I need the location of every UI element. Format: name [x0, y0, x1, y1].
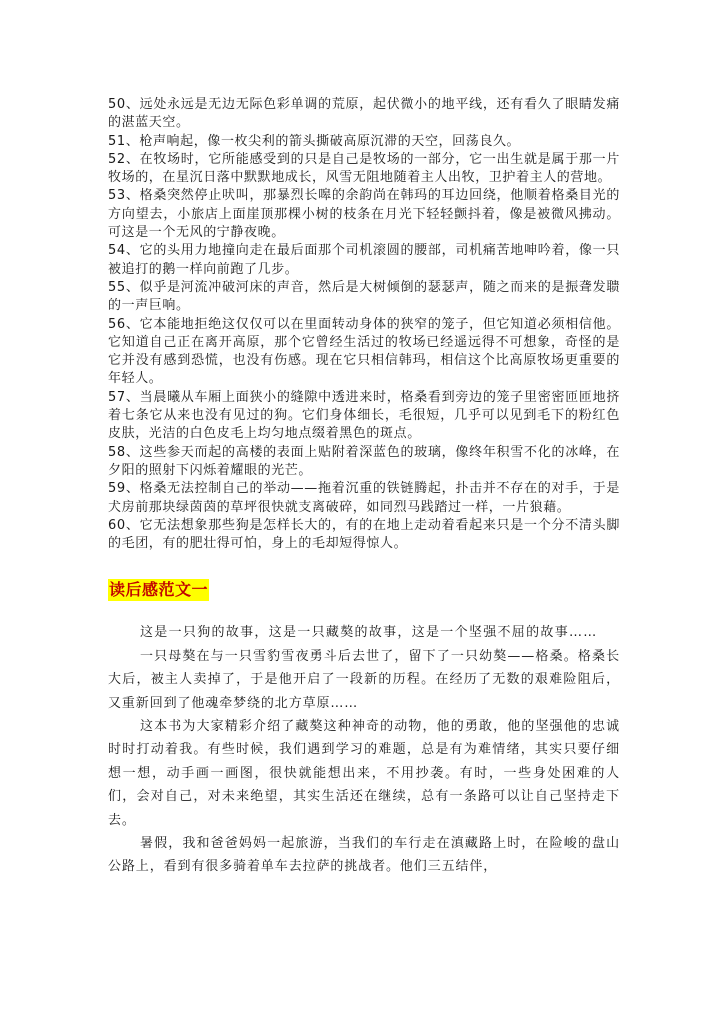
- sentence-text: 、它无法想象那些狗是怎样长大的，有的在地上走动着看起来只是一个分不清头脚的毛团，有的肥壮得可怕，身上的毛却短得惊人。: [108, 517, 620, 552]
- sentence-item: [108, 187, 620, 242]
- sentence-item: [108, 279, 620, 316]
- sentence-number: 57: [108, 389, 126, 405]
- sentence-number: 56: [108, 316, 126, 332]
- sentence-number: 55: [108, 279, 126, 295]
- sentence-number: 60: [108, 517, 126, 533]
- sentence-number: 50: [108, 97, 126, 112]
- sentence-text: 、在牧场时，它所能感受到的只是自己是牧场的一部分，它一出生就是属于那一片牧场的，在星沉日落中默默地成长，风雪无阻地随着主人出牧，卫护着主人的营地。: [108, 151, 620, 186]
- sentence-list: [108, 96, 620, 553]
- sentence-item: [108, 517, 620, 554]
- section-heading-wrap: [108, 579, 620, 603]
- sentence-text: 、枪声响起，像一枚尖利的箭头撕破高原沉滞的天空，回荡良久。: [125, 133, 521, 149]
- sentence-text: 、当晨曦从车厢上面狭小的缝隙中透进来时，格桑看到旁边的笼子里密密匝匝地挤着七条它从来也没有见过的狗。它们身体细长，毛很短，几乎可以见到毛下的粉红色皮肤，光洁的白色皮毛上均匀地点缀着黑色的斑点。: [108, 389, 620, 442]
- sentence-number: 54: [108, 243, 126, 259]
- sentence-text: 、远处永远是无边无际色彩单调的荒原，起伏微小的地平线，还有看久了眼睛发痛的湛蓝天空。: [108, 97, 620, 131]
- document-page: [108, 96, 620, 879]
- essay-paragraph: 一只母獒在与一只雪豹雪夜勇斗后去世了，留下了一只幼獒——格桑。格桑长大后，被主人卖掉了，于是他开启了一段新的历程。在经历了无数的艰难险阻后，又重新回到了他魂牵梦绕的北方草原……: [108, 648, 620, 711]
- sentence-item: [108, 96, 620, 133]
- essay-paragraph: 这本书为大家精彩介绍了藏獒这种神奇的动物，他的勇敢，他的坚强他的忠诚时时打动着我。有些时候，我们遇到学习的难题，总是有为难情绪，其实只要仔细想一想，动手画一画图，很快就能想出来，不用抄袭。有时，一些身处困难的人们，会对自己，对未来绝望，其实生活还在继续，总有一条路可以让自己坚持走下去。: [108, 719, 620, 828]
- sentence-number: 51: [108, 133, 126, 149]
- sentence-item: [108, 133, 620, 151]
- sentence-number: 58: [108, 444, 126, 460]
- essay-body: [108, 621, 620, 878]
- essay-paragraph: 这是一只狗的故事，这是一只藏獒的故事，这是一个坚强不屈的故事……: [140, 625, 598, 641]
- sentence-item: [108, 151, 620, 188]
- essay-paragraph: 暑假，我和爸爸妈妈一起旅游，当我们的车行走在滇藏路上时，在险峻的盘山公路上，看到有很多骑着单车去拉萨的挑战者。他们三五结伴，: [108, 836, 620, 875]
- sentence-text: 、这些参天而起的高楼的表面上贴附着深蓝色的玻璃，像终年积雪不化的冰峰，在夕阳的照射下闪烁着耀眼的光芒。: [108, 444, 620, 478]
- sentence-item: [108, 242, 620, 279]
- sentence-text: 、似乎是河流冲破河床的声音，然后是大树倾倒的瑟瑟声，随之而来的是振聋发聩的一声巨响。: [108, 279, 620, 314]
- sentence-text: 、它的头用力地撞向走在最后面那个司机滚圆的腰部，司机痛苦地呻吟着，像一只被追打的鹅一样向前跑了几步。: [108, 243, 620, 277]
- sentence-number: 59: [108, 481, 126, 497]
- section-heading: 读后感范文一: [109, 580, 209, 600]
- sentence-item: [108, 444, 620, 481]
- sentence-text: 、格桑突然停止吠叫，那暴烈长嗥的余韵尚在韩玛的耳边回绕，他顺着格桑目光的方向望去，小旅店上面崖顶那棵小树的枝条在月光下轻轻颤抖着，像是被微风拂动。可这是一个无风的宁静夜晚。: [108, 188, 620, 241]
- sentence-item: [108, 389, 620, 444]
- sentence-text: 、它本能地拒绝这仅仅可以在里面转动身体的狭窄的笼子，但它知道必须相信他。它知道自己正在离开高原，那个它曾经生活过的牧场已经遥远得不可想象，奇怪的是它并没有感到恐慌，也没有伤感。现在它只相信韩玛，相信这个比高原牧场更重要的年轻人。: [108, 316, 620, 387]
- sentence-item: [108, 480, 620, 517]
- sentence-text: 、格桑无法控制自己的举动——拖着沉重的铁链腾起，扑击并不存在的对手，于是犬房前那块绿茵茵的草坪很快就支离破碎，如同烈马践踏过一样，一片狼藉。: [108, 481, 620, 515]
- sentence-number: 52: [108, 151, 126, 167]
- sentence-item: [108, 316, 620, 389]
- sentence-number: 53: [108, 188, 126, 204]
